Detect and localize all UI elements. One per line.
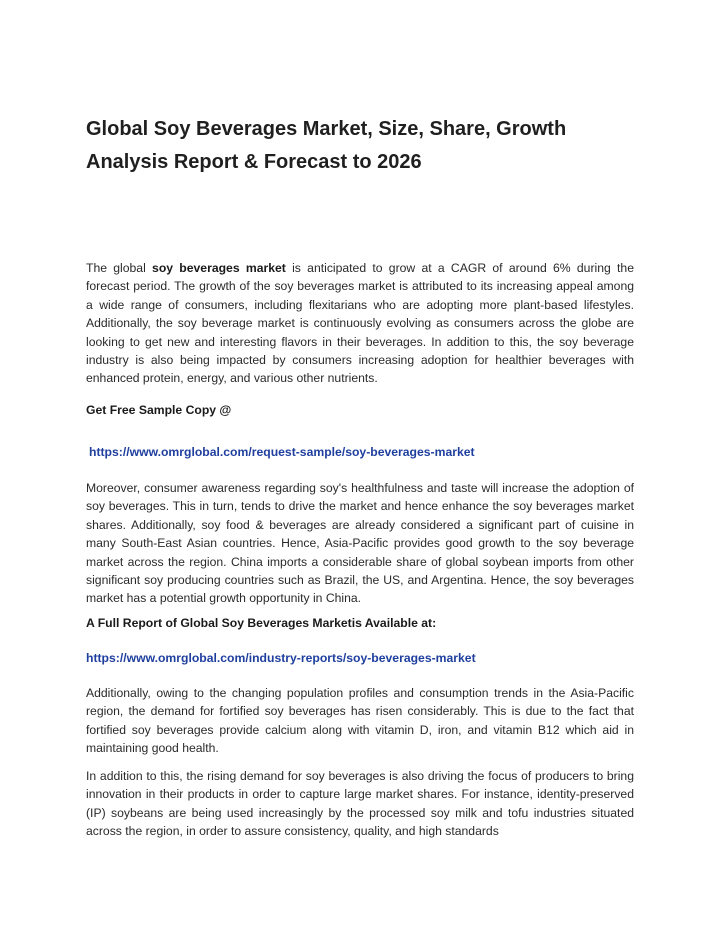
intro-highlight: soy beverages market <box>152 261 286 275</box>
paragraph-2: Moreover, consumer awareness regarding soy's healthfulness and taste will increase the adoption of soy beverages. This in turn, tends to drive the market and hence enhance the soy beverages market shares. Additionally, soy food & beverages are already considered a significant part of cuisine in many South-East Asian countries. Hence, Asia-Pacific provides good growth to the soy beverage market across the region. China imports a considerable share of global soybean imports from other significant soy producing countries such as Brazil, the US, and Argentina. Hence, the soy beverages market has a potential growth opportunity in China. <box>86 481 634 606</box>
intro-lead: The global <box>86 261 153 275</box>
intro-paragraph <box>86 259 634 388</box>
intro-rest: is anticipated to grow at a CAGR of around 6% during the forecast period. The growth of the soy beverages market is attributed to its increasing appeal among a wide range of consumers, including flexitarians who are adopting more plant-based lifestyles. Additionally, the soy beverage market is continuously evolving as consumers across the globe are looking to get new and interesting flavors in their beverages. In addition to this, the soy beverage industry is also being impacted by consumers increasing adoption for healthier beverages with enhanced protein, energy, and various other nutrients. <box>86 261 634 386</box>
full-report-label: A Full Report of Global Soy Beverages Marketis Available at: <box>86 616 437 630</box>
paragraph-3: Additionally, owing to the changing population profiles and consumption trends in the Asia-Pacific region, the demand for fortified soy beverages has risen considerably. This is due to the fact that fortified soy beverages provide calcium along with vitamin D, iron, and vitamin B12 which aid in maintaining good health. <box>86 686 634 756</box>
sample-copy-label: Get Free Sample Copy @ <box>86 403 232 417</box>
report-link[interactable]: https://www.omrglobal.com/industry-reports/soy-beverages-market <box>86 651 476 665</box>
paragraph-4: In addition to this, the rising demand for soy beverages is also driving the focus of producers to bring innovation in their products in order to capture large market shares. For instance, identity-preserved (IP) soybeans are being used increasingly by the processed soy milk and tofu industries situated across the region, in order to assure consistency, quality, and high standards <box>86 769 634 839</box>
document-title: Global Soy Beverages Market, Size, Share, Growth Analysis Report & Forecast to 2026 <box>86 118 567 173</box>
sample-link[interactable]: https://www.omrglobal.com/request-sample/soy-beverages-market <box>89 445 475 459</box>
